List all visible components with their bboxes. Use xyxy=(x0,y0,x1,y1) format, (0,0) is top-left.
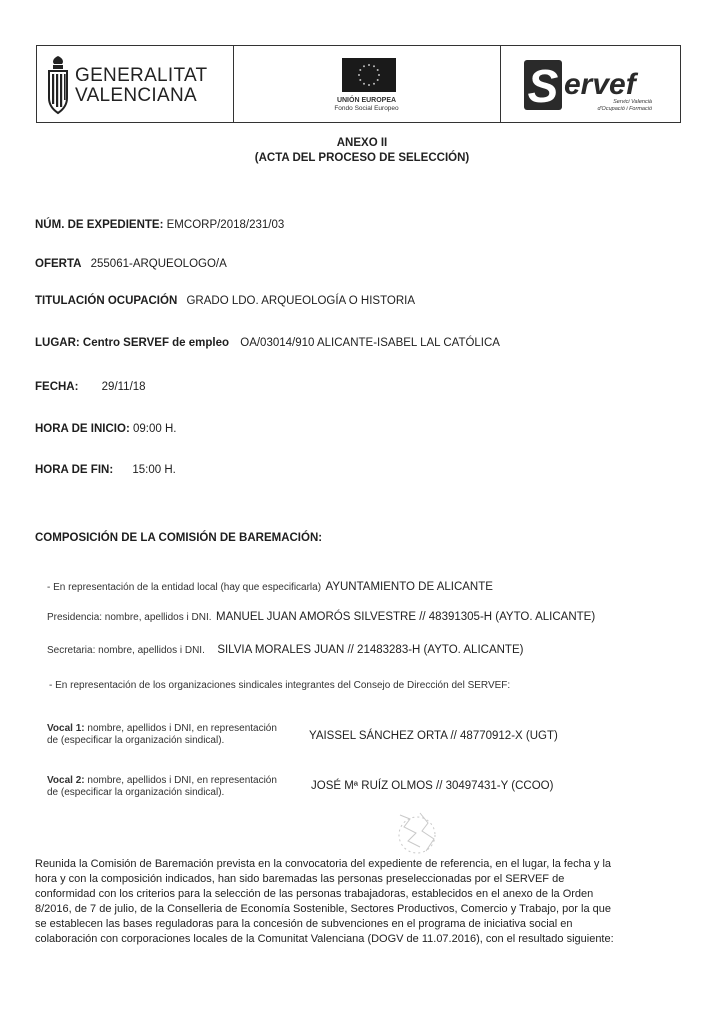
secretaria-value: SILVIA MORALES JUAN // 21483283-H (AYTO. ALICANTE) xyxy=(217,644,524,656)
paragraph-line: Reunida la Comisión de Baremación prevista en la convocatoria del expediente de referencia, en el lugar, la fecha y la xyxy=(35,858,612,870)
field-expediente xyxy=(35,219,284,231)
document-title: ANEXO II xyxy=(336,137,388,149)
entidad-row xyxy=(47,577,493,595)
lugar-label: LUGAR: Centro SERVEF de empleo xyxy=(35,337,230,349)
vocal2-value: JOSÉ Mª RUÍZ OLMOS // 30497431-Y (CCOO) xyxy=(311,780,554,792)
field-titulacion xyxy=(35,295,415,307)
sindical-label: - En representación de los organizaciones sindicales integrantes del Consejo de Dirección del SERVEF: xyxy=(49,680,511,691)
vocal2-line1: nombre, apellidos i DNI, en representación xyxy=(84,775,277,786)
field-fecha xyxy=(35,381,146,393)
oferta-label: OFERTA xyxy=(35,258,82,270)
result-paragraph xyxy=(35,857,685,947)
paragraph-line: conformidad con los criterios para la selección de las personas trabajadoras, establecidos en el anexo de la Orden xyxy=(35,888,594,900)
hora-fin-value: 15:00 H. xyxy=(132,464,176,476)
vocal1-label xyxy=(47,723,277,747)
eu-caption-2: Fondo Social Europeo xyxy=(334,105,399,112)
paragraph-line: hora y con la composición indicados, han sido baremadas las personas preseleccionadas por el SERVEF de xyxy=(35,873,565,885)
paragraph-line: se establecen las bases reguladoras para la concesión de subvenciones en el programa de iniciativa social en xyxy=(35,918,573,930)
gva-crest-icon xyxy=(45,54,71,116)
lugar-value: OA/03014/910 ALICANTE-ISABEL LAL CATÓLICA xyxy=(240,337,500,349)
servef-caption-1: Servici Valencià xyxy=(613,99,652,105)
eu-flag-icon xyxy=(342,58,396,92)
hora-inicio-label: HORA DE INICIO: xyxy=(35,423,130,435)
comision-heading: COMPOSICIÓN DE LA COMISIÓN DE BAREMACIÓN: xyxy=(35,532,323,544)
generalitat-line2: VALENCIANA xyxy=(75,85,197,106)
vocal2-bold: Vocal 2: xyxy=(47,775,85,786)
titulacion-label: TITULACIÓN OCUPACIÓN xyxy=(35,295,178,307)
servef-letter: S xyxy=(527,60,559,112)
vocal1-bold: Vocal 1: xyxy=(47,723,85,734)
generalitat-name xyxy=(75,66,207,106)
hora-inicio-value: 09:00 H. xyxy=(132,423,177,435)
expediente-label: NÚM. DE EXPEDIENTE: xyxy=(35,219,164,231)
field-lugar xyxy=(35,337,500,349)
generalitat-logo-cell xyxy=(37,46,234,122)
entidad-value: AYUNTAMIENTO DE ALICANTE xyxy=(325,581,493,593)
secretaria-label: Secretaria: nombre, apellidos i DNI. xyxy=(47,645,205,656)
servef-logo-cell xyxy=(500,46,680,122)
servef-caption-2: d'Ocupació i Formació xyxy=(597,106,652,112)
fecha-label: FECHA: xyxy=(35,381,79,393)
fecha-value: 29/11/18 xyxy=(101,381,146,393)
vocal1-line2: de (especificar la organización sindical). xyxy=(47,735,225,746)
eu-caption-1: UNIÓN EUROPEA xyxy=(336,97,397,104)
titulacion-value: GRADO LDO. ARQUEOLOGÍA O HISTORIA xyxy=(186,295,416,307)
vocal2-label xyxy=(47,775,277,799)
expediente-value: EMCORP/2018/231/03 xyxy=(166,219,285,231)
paragraph-line: colaboración con corporaciones locales de la Comunitat Valenciana (DOGV de 11.07.2016), con el resultado siguiente: xyxy=(35,933,614,945)
field-oferta xyxy=(35,258,227,270)
vocal1-line1: nombre, apellidos i DNI, en representación xyxy=(84,723,277,734)
field-hora-fin xyxy=(35,464,176,476)
presidencia-row xyxy=(47,607,595,625)
vocal2-line2: de (especificar la organización sindical). xyxy=(47,787,225,798)
secretaria-row xyxy=(47,640,523,658)
hora-fin-label: HORA DE FIN: xyxy=(35,464,114,476)
paragraph-line: 8/2016, de 7 de julio, de la Conselleria de Economía Sostenible, Sectores Productivos, Comercio y Trabajo, por la que xyxy=(35,903,611,915)
eu-logo-cell xyxy=(233,46,501,122)
presidencia-label: Presidencia: nombre, apellidos i DNI. xyxy=(47,612,212,623)
servef-logo-icon xyxy=(524,58,654,114)
generalitat-line1: GENERALITAT xyxy=(75,65,208,86)
document-subtitle: (ACTA DEL PROCESO DE SELECCIÓN) xyxy=(254,152,470,164)
presidencia-value: MANUEL JUAN AMORÓS SILVESTRE // 48391305-H (AYTO. ALICANTE) xyxy=(215,611,596,623)
entidad-label: - En representación de la entidad local (hay que especificarla) xyxy=(47,582,322,593)
servef-word: ervef xyxy=(564,68,636,101)
letterhead xyxy=(36,45,681,123)
field-hora-inicio xyxy=(35,423,176,435)
faint-stamp-icon xyxy=(390,805,445,865)
oferta-value: 255061-ARQUEOLOGO/A xyxy=(90,258,227,270)
vocal1-value: YAISSEL SÁNCHEZ ORTA // 48770912-X (UGT) xyxy=(309,730,558,742)
